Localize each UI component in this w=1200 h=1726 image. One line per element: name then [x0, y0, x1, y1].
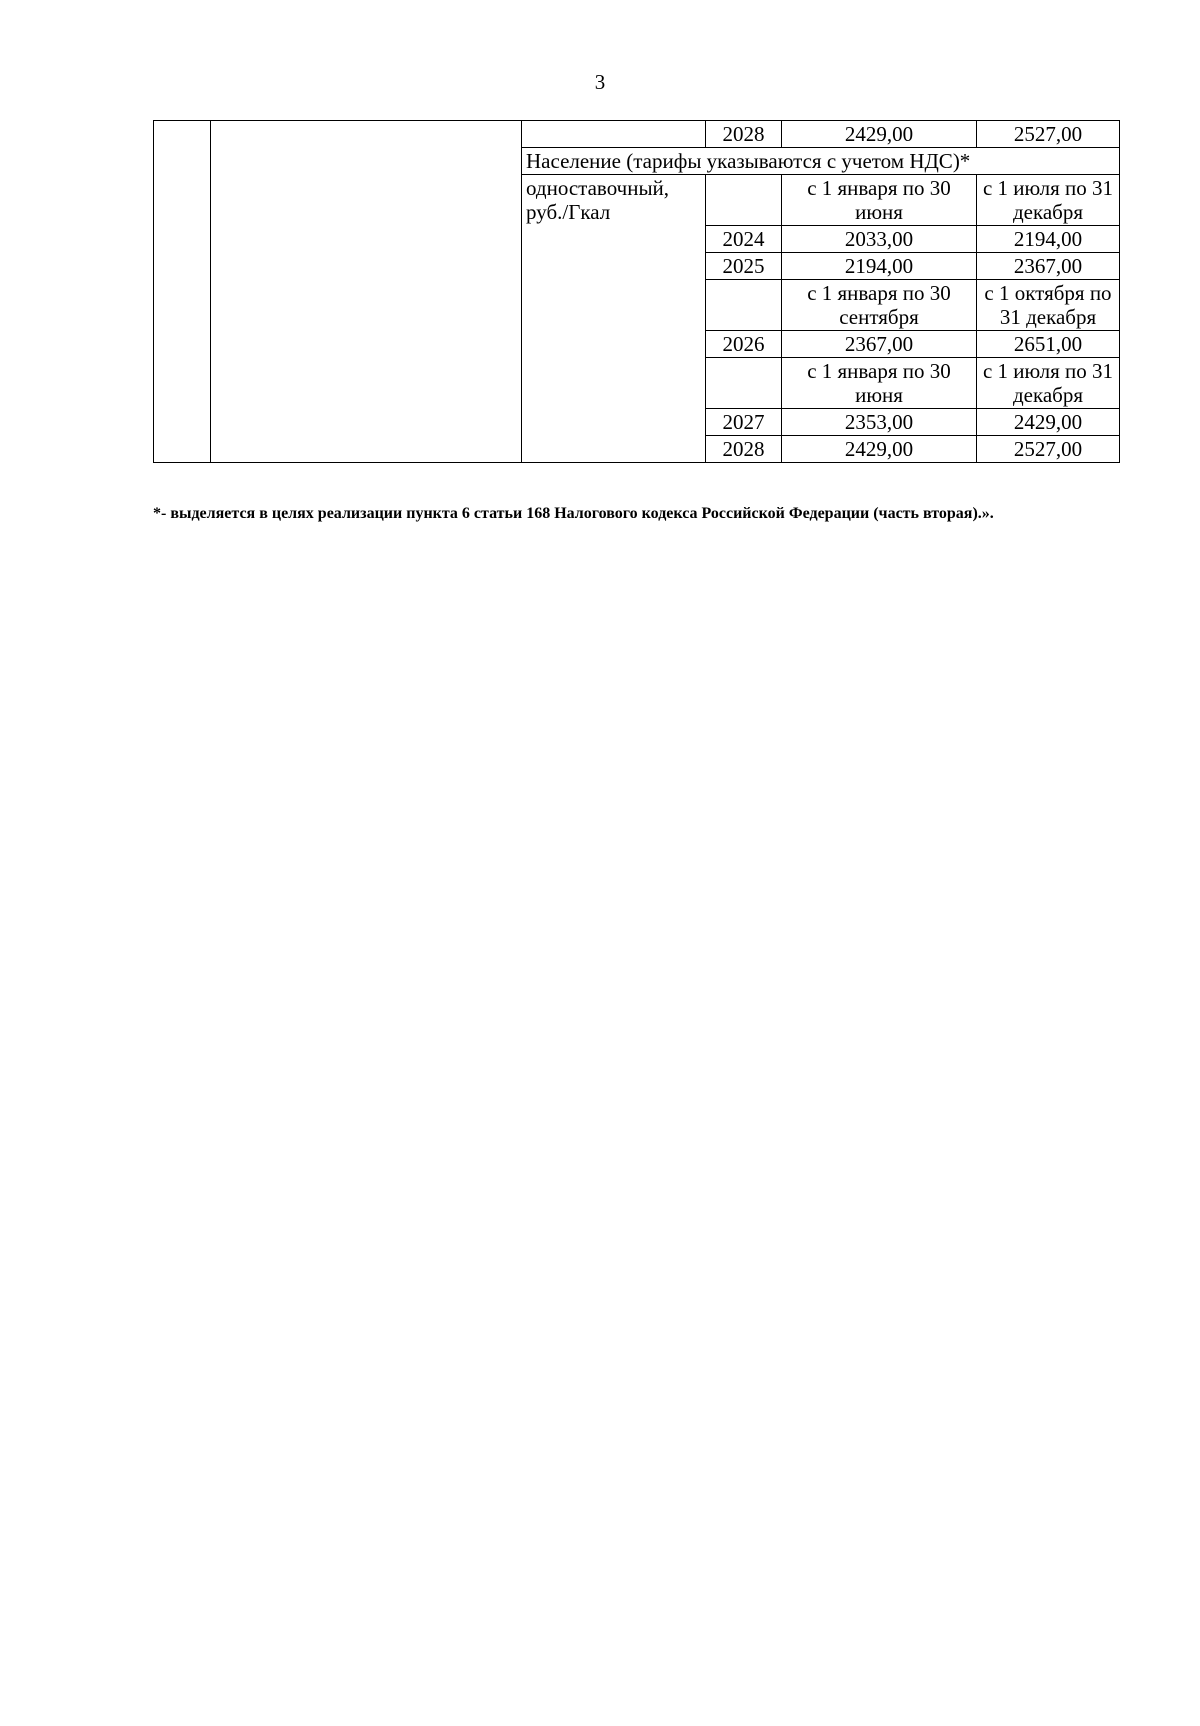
- period-cell: с 1 января по 30 июня: [782, 175, 977, 226]
- table-row: [154, 121, 1120, 148]
- year-cell: 2024: [706, 226, 782, 253]
- tariff-type-cell: одноставочный, руб./Гкал: [522, 175, 706, 463]
- organization-cell: [211, 121, 522, 463]
- tariff-table: [153, 120, 1120, 463]
- period-cell: с 1 января по 30 июня: [782, 358, 977, 409]
- value-cell: 2194,00: [782, 253, 977, 280]
- number-cell: [154, 121, 211, 463]
- value-cell: 2353,00: [782, 409, 977, 436]
- type-cell-empty: [522, 121, 706, 148]
- footnote: *- выделяется в целях реализации пункта 6 статьи 168 Налогового кодекса Российской Федерации (часть вторая).».: [153, 505, 994, 522]
- year-cell: 2028: [706, 436, 782, 463]
- period-cell: с 1 октября по 31 декабря: [977, 280, 1120, 331]
- year-cell-empty: [706, 358, 782, 409]
- value-cell: 2429,00: [782, 121, 977, 148]
- year-cell: 2028: [706, 121, 782, 148]
- value-cell: 2429,00: [977, 409, 1120, 436]
- value-cell: 2527,00: [977, 121, 1120, 148]
- page-number: 3: [594, 70, 606, 94]
- period-cell: с 1 января по 30 сентября: [782, 280, 977, 331]
- year-cell: 2026: [706, 331, 782, 358]
- value-cell: 2194,00: [977, 226, 1120, 253]
- value-cell: 2033,00: [782, 226, 977, 253]
- year-cell: 2027: [706, 409, 782, 436]
- year-cell-empty: [706, 280, 782, 331]
- year-cell: 2025: [706, 253, 782, 280]
- value-cell: 2367,00: [782, 331, 977, 358]
- year-cell-empty: [706, 175, 782, 226]
- value-cell: 2651,00: [977, 331, 1120, 358]
- value-cell: 2367,00: [977, 253, 1120, 280]
- group-header: Население (тарифы указываются с учетом НДС)*: [522, 148, 1120, 175]
- value-cell: 2429,00: [782, 436, 977, 463]
- period-cell: с 1 июля по 31 декабря: [977, 175, 1120, 226]
- value-cell: 2527,00: [977, 436, 1120, 463]
- period-cell: с 1 июля по 31 декабря: [977, 358, 1120, 409]
